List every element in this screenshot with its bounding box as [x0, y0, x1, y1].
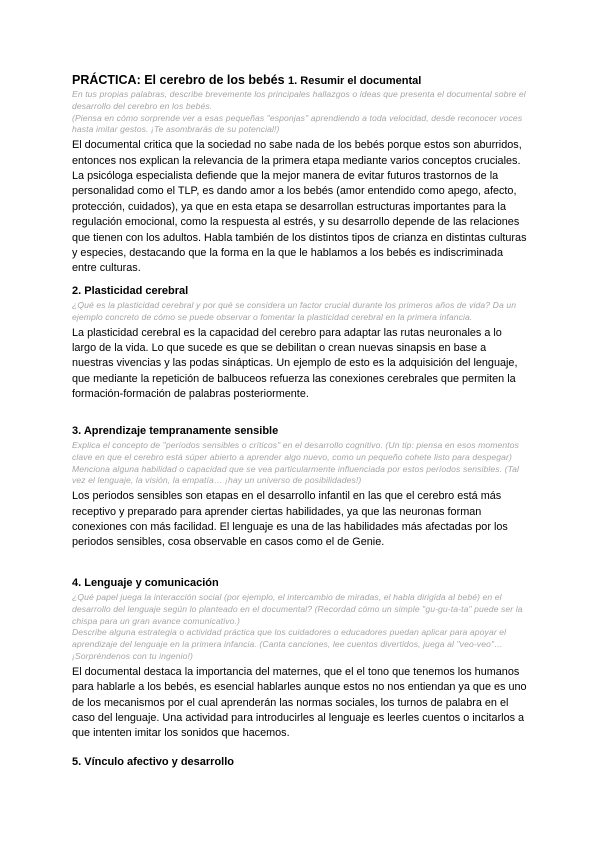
document-title-line	[72, 72, 528, 89]
section-5	[72, 755, 528, 769]
document-page	[72, 72, 528, 768]
section-2-answer[interactable]: La plasticidad cerebral es la capacidad del cerebro para adaptar las rutas neuronales a lo largo de la vida. Lo que sucede es que se debilitan o crean nuevas sinapsis en base a nuestras vivencias y las podas sinápticas. Un ejemplo de esto es la adquisición del lenguaje, que mediante la repetición de balbuceos refuerza las conexiones cerebrales que permiten la formación-formación de palabras posteriormente.	[72, 326, 518, 401]
section-3-answer[interactable]: Los periodos sensibles son etapas en el desarrollo infantil en las que el cerebro está más receptivo y preparado para aprender ciertas habilidades, ya que las neuronas forman conexiones con más facilidad. El lenguaje es una de las habilidades más afectadas por los periodos sensibles, cosa observable en casos como el de Genie.	[72, 490, 508, 549]
section-3-heading: 3. Aprendizaje tempranamente sensible	[72, 425, 279, 437]
section-4-hint-2: Describe alguna estrategia o actividad práctica que los cuidadores o educadores puedan aplicar para apoyar el aprendizaje del lenguaje en la primera infancia. (Canta canciones, lee cuentos divertidos, juega al "veo-veo"… ¡Sorpréndenos con tu ingenio!)	[72, 627, 507, 661]
section-3-hint-1: Explica el concepto de "períodos sensibles o críticos" en el desarrollo cognitivo. (Un tip: piensa en esos momentos clave en que el cerebro está súper abierto a aprender algo nuevo, como un pequeño cohete listo para despegar)	[72, 440, 520, 462]
section-1-heading: 1. Resumir el documental	[288, 75, 422, 87]
section-5-heading: 5. Vínculo afectivo y desarrollo	[72, 756, 234, 768]
document-title: PRÁCTICA: El cerebro de los bebés	[72, 73, 285, 87]
section-4-heading: 4. Lenguaje y comunicación	[72, 577, 219, 589]
section-4	[72, 576, 528, 742]
section-2-heading: 2. Plasticidad cerebral	[72, 285, 189, 297]
section-2-hint-1: ¿Qué es la plasticidad cerebral y por qué se considera un factor crucial durante los primeros años de vida? Da un ejemplo concreto de cómo se puede observar o fomentar la plasticidad cerebral en la primera infancia.	[72, 300, 517, 322]
section-2	[72, 284, 528, 403]
section-3-hint-2: Menciona alguna habilidad o capacidad que se vea particularmente influenciada por estos períodos sensibles. (Tal vez el lenguaje, la visión, la empatía… ¡hay un universo de posibilidades!)	[72, 463, 520, 486]
section-4-hint-1: ¿Qué papel juega la interacción social (por ejemplo, el intercambio de miradas, el habla dirigida al bebé) en el desarrollo del lenguaje según lo planteado en el documental? (Recordad cómo un simple "gu-gu-ta-ta" puede ser la chispa para un gran avance comunicativo.)	[72, 592, 523, 626]
section-1-answer[interactable]: El documental critica que la sociedad no sabe nada de los bebés porque estos son aburridos, entonces nos explican la relevancia de la primera etapa mediante varios conceptos cruciales. La psicóloga especialista defiende que la mejor manera de evitar futuros trastornos de la personalidad como el TLP, es dando amor a los bebés (amor entendido como apego, afecto, protección, cuidados), ya que en esta etapa se desarrollan estructuras importantes para la regulación emocional, como la respuesta al estrés, y su desarrollo depende de las relaciones que tienen con los adultos. Habla también de los distintos tipos de crianza en distintas culturas y especies, destacando que la forma en la que le hablamos a los bebés es indiscriminada entre culturas.	[72, 139, 527, 275]
section-1-hint-2: (Piensa en cómo sorprende ver a esas pequeñas "esponjas" aprendiendo a toda velocidad, desde reconocer voces hasta imitar gestos. ¡Te asombrarás de su potencial!)	[72, 112, 523, 135]
section-1-hint-1: En tus propias palabras, describe brevemente los principales hallazgos o ideas que presenta el documental sobre el desarrollo del cerebro en los bebés.	[72, 89, 526, 111]
section-3	[72, 424, 528, 551]
section-4-answer[interactable]: El documental destaca la importancia del maternes, que el el tono que tenemos los humanos para hablarle a los bebés, es esencial hablarles aunque estos no nos entiendan ya que es uno de los mecanismos por el cual aprenderán las normas sociales, los turnos de palabra en el caso del lenguaje. Una actividad para introducirles al lenguaje es leerles cuentos o incitarlos a que intenten imitar los sonidos que hacemos.	[72, 665, 527, 740]
